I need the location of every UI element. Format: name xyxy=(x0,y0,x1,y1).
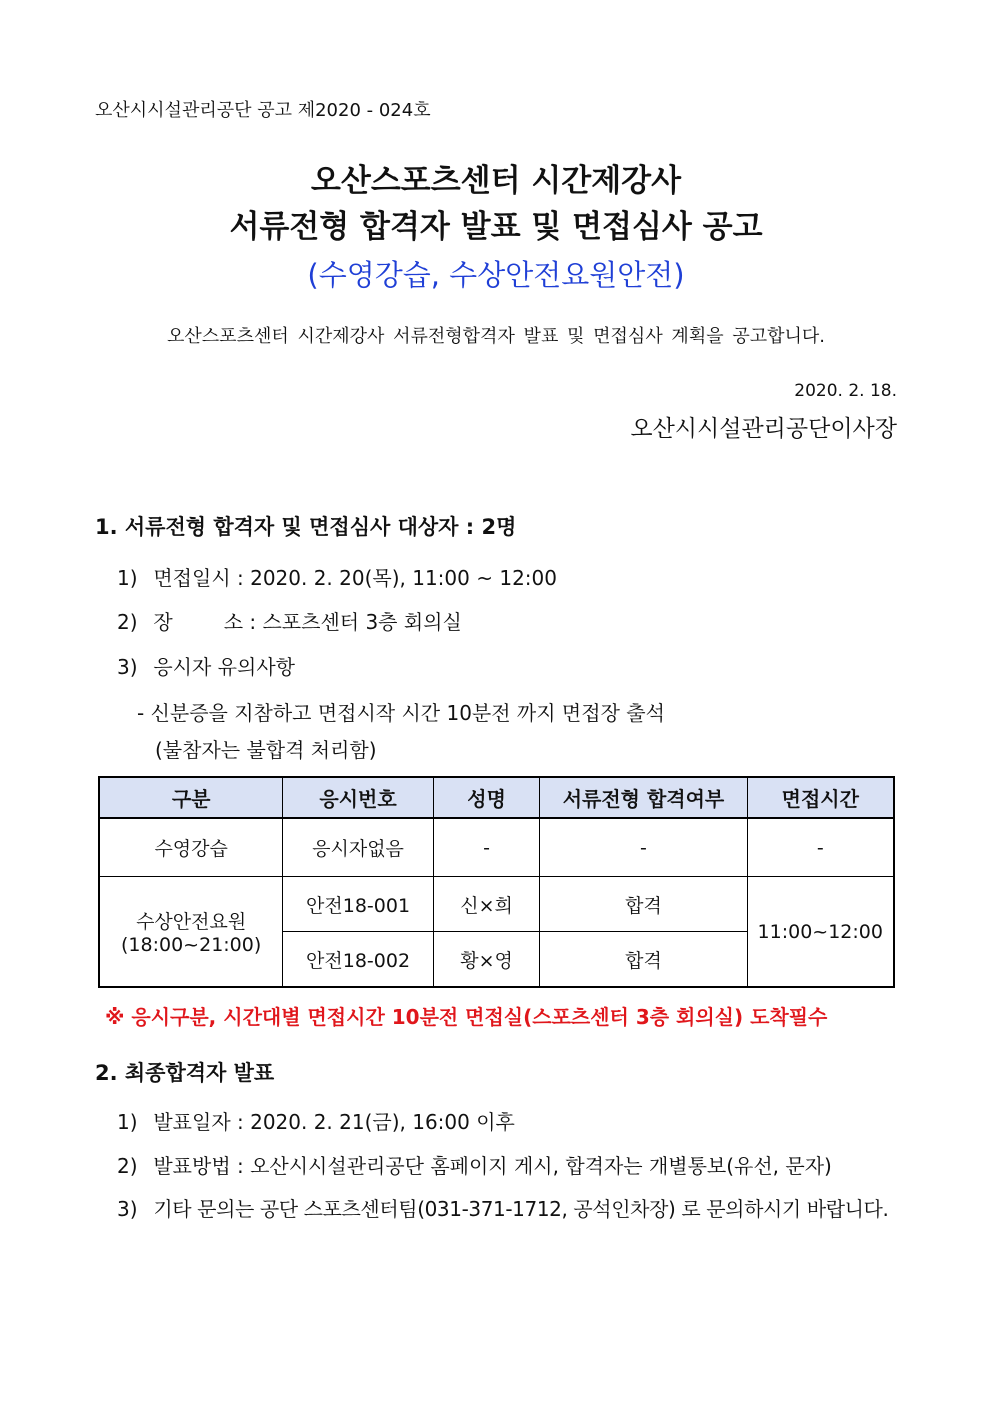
section1-item-3 xyxy=(117,651,295,680)
section1-item-1 xyxy=(117,562,557,591)
cell-applicant-number: 안전18-002 xyxy=(283,932,433,988)
cell-document-result: 합격 xyxy=(540,877,747,932)
section2-item-3 xyxy=(117,1193,888,1222)
cell-name: 신×희 xyxy=(433,877,540,932)
section2-item-1 xyxy=(117,1106,515,1135)
cell-category xyxy=(99,877,283,988)
applicant-table xyxy=(98,776,895,988)
item-number: 1) xyxy=(117,1110,138,1134)
header-category: 구분 xyxy=(99,777,283,818)
cell-name: - xyxy=(433,818,540,877)
document-title-line2: 서류전형 합격자 발표 및 면접심사 공고 xyxy=(229,209,763,245)
arrival-warning: ※ 응시구분, 시간대별 면접시간 10분전 면접실(스포츠센터 3층 회의실) 도착필수 xyxy=(105,1005,828,1029)
table-header-row xyxy=(99,777,894,818)
table-row xyxy=(99,877,894,932)
item-number: 3) xyxy=(117,655,138,679)
issuer-name: 오산시시설관리공단이사장 xyxy=(630,416,897,442)
section2-item-2 xyxy=(117,1150,832,1179)
item-number: 2) xyxy=(117,1154,138,1178)
attendance-note: - 신분증을 지참하고 면접시작 시간 10분전 까지 면접장 출석 xyxy=(137,701,665,725)
cell-applicant-number: 응시자없음 xyxy=(283,818,433,877)
notice-number: 오산시시설관리공단 공고 제2020 - 024호 xyxy=(95,100,431,121)
item-text: 면접일시 : 2020. 2. 20(목), 11:00 ~ 12:00 xyxy=(153,566,557,590)
cell-category: 수영강습 xyxy=(99,818,283,877)
table-row xyxy=(99,818,894,877)
section2-heading: 2. 최종합격자 발표 xyxy=(95,1061,275,1085)
cell-interview-time: 11:00~12:00 xyxy=(747,877,894,988)
item-label: 장 xyxy=(153,610,173,634)
header-document-result: 서류전형 합격여부 xyxy=(540,777,747,818)
header-applicant-number: 응시번호 xyxy=(283,777,433,818)
cell-interview-time: - xyxy=(747,818,894,877)
item-text: 기타 문의는 공단 스포츠센터팀(031-371-1712, 공석인차장) 로 문의하시기 바랍니다. xyxy=(153,1197,889,1221)
cell-applicant-number: 안전18-001 xyxy=(283,877,433,932)
announcement-date: 2020. 2. 18. xyxy=(794,381,897,401)
attendance-note-detail: (불참자는 불합격 처리함) xyxy=(155,738,377,762)
header-name: 성명 xyxy=(433,777,540,818)
item-number: 2) xyxy=(117,610,138,634)
document-subtitle: (수영강습, 수상안전요원안전) xyxy=(307,258,685,292)
intro-text: 오산스포츠센터 시간제강사 서류전형합격자 발표 및 면접심사 계획을 공고합니다. xyxy=(167,326,825,347)
document-title-line1: 오산스포츠센터 시간제강사 xyxy=(310,163,682,199)
item-text: 소 : 스포츠센터 3층 회의실 xyxy=(223,610,462,634)
section1-heading: 1. 서류전형 합격자 및 면접심사 대상자 : 2명 xyxy=(95,515,517,539)
cell-document-result: - xyxy=(540,818,747,877)
item-text: 응시자 유의사항 xyxy=(153,655,295,679)
item-text: 발표일자 : 2020. 2. 21(금), 16:00 이후 xyxy=(153,1110,515,1134)
category-label: 수상안전요원 xyxy=(136,911,247,933)
category-time-range: (18:00~21:00) xyxy=(121,934,262,956)
section1-item-2 xyxy=(117,606,462,635)
item-number: 1) xyxy=(117,566,138,590)
cell-document-result: 합격 xyxy=(540,932,747,988)
item-number: 3) xyxy=(117,1197,138,1221)
item-text: 발표방법 : 오산시시설관리공단 홈페이지 게시, 합격자는 개별통보(유선, 문자) xyxy=(153,1154,832,1178)
cell-name: 황×영 xyxy=(433,932,540,988)
header-interview-time: 면접시간 xyxy=(747,777,894,818)
